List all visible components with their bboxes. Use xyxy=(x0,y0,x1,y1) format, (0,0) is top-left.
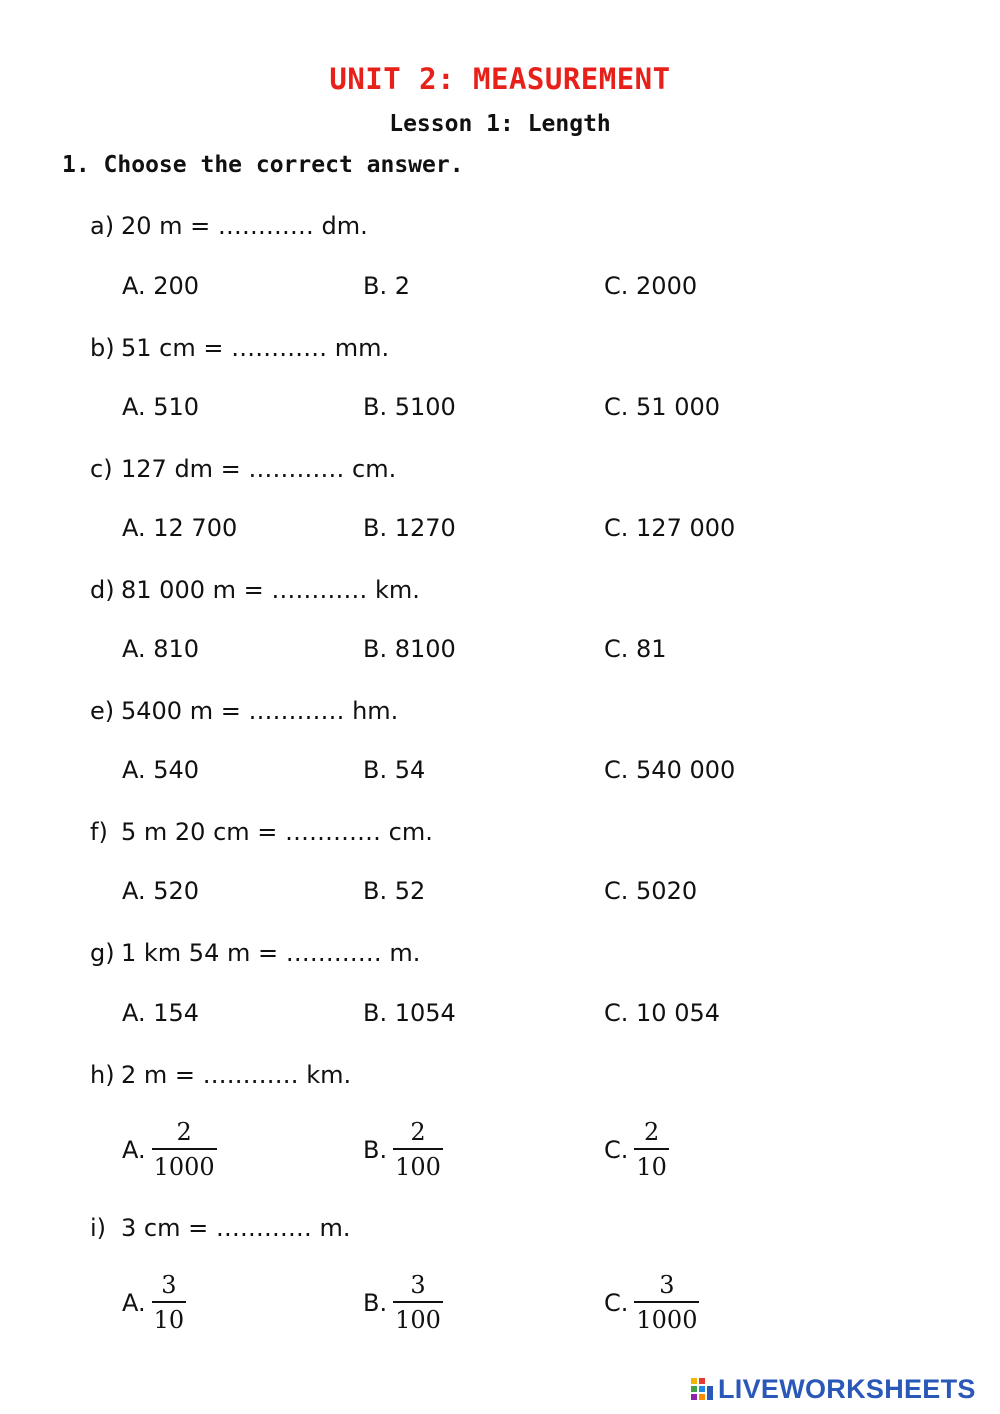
option-value: 81 xyxy=(636,635,667,663)
option-label: B. xyxy=(363,877,388,905)
instruction-heading: 1. Choose the correct answer. xyxy=(62,152,464,178)
numerator: 2 xyxy=(176,1118,192,1146)
question-letter: i) xyxy=(90,1214,107,1242)
question-c xyxy=(90,455,396,483)
denominator: 100 xyxy=(393,1301,443,1334)
option-value: 540 000 xyxy=(636,756,736,784)
option-label: A. xyxy=(122,756,146,784)
option-label: A. xyxy=(122,1288,146,1317)
question-text: 20 m = ………… dm. xyxy=(121,212,368,240)
question-letter: e) xyxy=(90,697,115,725)
option-d-A[interactable] xyxy=(122,635,199,663)
fraction xyxy=(393,1271,443,1334)
question-letter: g) xyxy=(90,939,115,967)
option-label: B. xyxy=(363,635,388,663)
option-e-B[interactable] xyxy=(363,756,425,784)
fraction xyxy=(634,1118,669,1181)
lesson-subtitle: Lesson 1: Length xyxy=(389,111,611,137)
option-label: A. xyxy=(122,999,146,1027)
option-value: 1054 xyxy=(394,999,456,1027)
question-i xyxy=(90,1214,350,1242)
question-a xyxy=(90,212,368,240)
option-label: A. xyxy=(122,272,146,300)
option-label: C. xyxy=(604,999,629,1027)
numerator: 2 xyxy=(410,1118,426,1146)
fraction xyxy=(393,1118,443,1181)
option-d-C[interactable] xyxy=(604,635,667,663)
question-letter: a) xyxy=(90,212,115,240)
question-text: 51 cm = ………… mm. xyxy=(121,334,390,362)
liveworksheets-logo-icon xyxy=(690,1377,714,1403)
option-value: 200 xyxy=(153,272,200,300)
option-value: 51 000 xyxy=(636,393,721,421)
option-value: 52 xyxy=(394,877,426,905)
option-a-A[interactable] xyxy=(122,272,199,300)
option-label: A. xyxy=(122,514,146,542)
question-g xyxy=(90,939,420,967)
option-g-A[interactable] xyxy=(122,999,199,1027)
option-label: C. xyxy=(604,877,629,905)
option-value: 510 xyxy=(153,393,200,421)
option-label: B. xyxy=(363,514,388,542)
fraction xyxy=(152,1118,217,1181)
option-f-B[interactable] xyxy=(363,877,425,905)
question-letter: f) xyxy=(90,818,108,846)
option-value: 810 xyxy=(153,635,200,663)
option-label: C. xyxy=(604,272,629,300)
question-text: 2 m = ………… km. xyxy=(121,1061,352,1089)
option-i-A[interactable] xyxy=(122,1271,186,1334)
option-c-C[interactable] xyxy=(604,514,735,542)
option-value: 154 xyxy=(153,999,200,1027)
option-e-A[interactable] xyxy=(122,756,199,784)
question-e xyxy=(90,697,398,725)
denominator: 100 xyxy=(393,1148,443,1181)
numerator: 3 xyxy=(659,1271,675,1299)
option-label: A. xyxy=(122,635,146,663)
option-label: A. xyxy=(122,877,146,905)
option-value: 540 xyxy=(153,756,200,784)
logo-text: LIVEWORKSHEETS xyxy=(718,1374,976,1404)
option-value: 520 xyxy=(153,877,200,905)
question-text: 5 m 20 cm = ………… cm. xyxy=(121,818,433,846)
numerator: 3 xyxy=(161,1271,177,1299)
option-label: C. xyxy=(604,393,629,421)
option-a-B[interactable] xyxy=(363,272,410,300)
option-h-A[interactable] xyxy=(122,1118,217,1181)
question-text: 127 dm = ………… cm. xyxy=(121,455,397,483)
option-label: B. xyxy=(363,272,388,300)
option-value: 8100 xyxy=(394,635,456,663)
numerator: 2 xyxy=(644,1118,660,1146)
option-value: 12 700 xyxy=(153,514,238,542)
option-h-B[interactable] xyxy=(363,1118,443,1181)
option-label: C. xyxy=(604,1288,629,1317)
denominator: 10 xyxy=(152,1301,187,1334)
option-value: 2 xyxy=(394,272,411,300)
question-d xyxy=(90,576,420,604)
option-c-A[interactable] xyxy=(122,514,237,542)
option-b-A[interactable] xyxy=(122,393,199,421)
fraction xyxy=(152,1271,187,1334)
numerator: 3 xyxy=(410,1271,426,1299)
denominator: 10 xyxy=(634,1148,669,1181)
option-f-C[interactable] xyxy=(604,877,697,905)
question-text: 81 000 m = ………… km. xyxy=(121,576,420,604)
question-text: 5400 m = ………… hm. xyxy=(121,697,399,725)
option-label: B. xyxy=(363,1288,388,1317)
liveworksheets-logo xyxy=(690,1374,976,1405)
option-c-B[interactable] xyxy=(363,514,456,542)
option-i-C[interactable] xyxy=(604,1271,699,1334)
option-value: 54 xyxy=(394,756,426,784)
option-label: C. xyxy=(604,1135,629,1164)
option-label: B. xyxy=(363,999,388,1027)
option-value: 2000 xyxy=(636,272,698,300)
option-b-C[interactable] xyxy=(604,393,720,421)
option-value: 127 000 xyxy=(636,514,736,542)
option-value: 10 054 xyxy=(636,999,721,1027)
option-label: C. xyxy=(604,756,629,784)
option-e-C[interactable] xyxy=(604,756,735,784)
question-b xyxy=(90,334,389,362)
option-g-B[interactable] xyxy=(363,999,456,1027)
option-b-B[interactable] xyxy=(363,393,456,421)
question-letter: h) xyxy=(90,1061,115,1089)
page-title: UNIT 2: MEASUREMENT xyxy=(329,62,671,96)
option-h-C[interactable] xyxy=(604,1118,669,1181)
option-i-B[interactable] xyxy=(363,1271,443,1334)
question-f xyxy=(90,818,433,846)
option-label: A. xyxy=(122,1135,146,1164)
option-label: C. xyxy=(604,514,629,542)
question-letter: d) xyxy=(90,576,115,604)
option-label: B. xyxy=(363,756,388,784)
question-letter: b) xyxy=(90,334,115,362)
fraction xyxy=(634,1271,699,1334)
option-value: 1270 xyxy=(394,514,456,542)
question-text: 1 km 54 m = ………… m. xyxy=(121,939,421,967)
question-h xyxy=(90,1061,351,1089)
option-d-B[interactable] xyxy=(363,635,456,663)
option-a-C[interactable] xyxy=(604,272,697,300)
option-value: 5020 xyxy=(636,877,698,905)
option-f-A[interactable] xyxy=(122,877,199,905)
option-value: 5100 xyxy=(394,393,456,421)
option-g-C[interactable] xyxy=(604,999,720,1027)
option-label: B. xyxy=(363,393,388,421)
option-label: B. xyxy=(363,1135,388,1164)
option-label: A. xyxy=(122,393,146,421)
denominator: 1000 xyxy=(634,1301,699,1334)
option-label: C. xyxy=(604,635,629,663)
question-text: 3 cm = ………… m. xyxy=(121,1214,351,1242)
denominator: 1000 xyxy=(152,1148,217,1181)
question-letter: c) xyxy=(90,455,113,483)
